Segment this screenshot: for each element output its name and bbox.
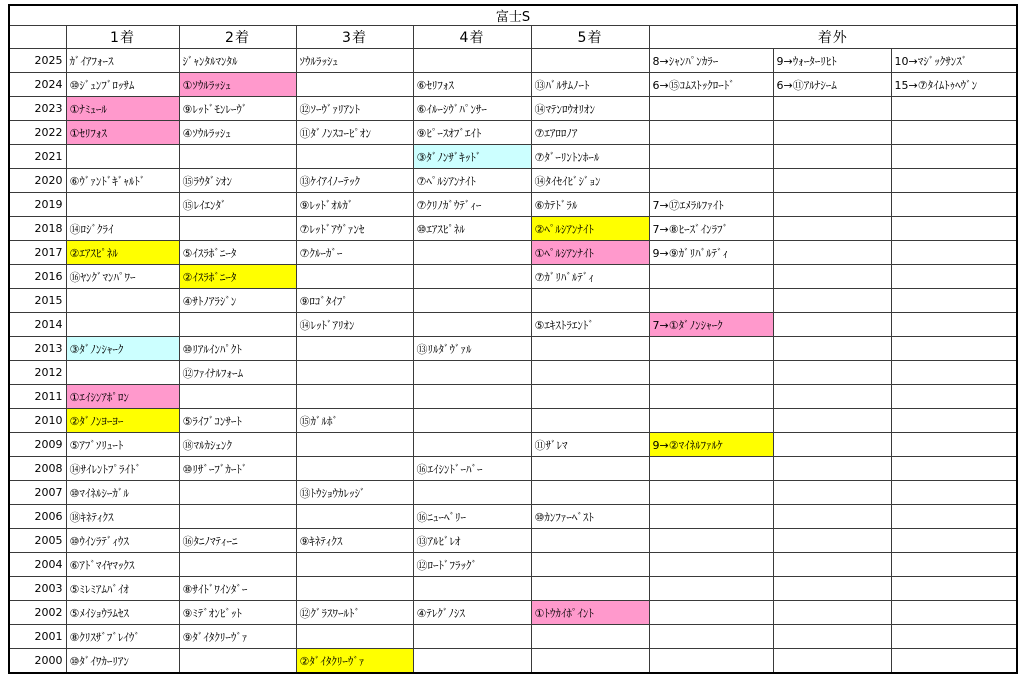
result-cell: [531, 481, 649, 505]
result-cell: [891, 577, 1017, 601]
result-cell: [891, 529, 1017, 553]
result-cell: ⑭ﾚｯﾄﾞｱﾘｵﾝ: [296, 313, 413, 337]
result-cell: [649, 169, 773, 193]
table-row: [9, 193, 1017, 217]
result-cell: [773, 433, 891, 457]
result-cell: [531, 577, 649, 601]
year-cell: 2016: [9, 265, 66, 289]
result-cell: ④ﾃﾚｸﾞﾉｼｽ: [413, 601, 531, 625]
result-cell: [773, 313, 891, 337]
result-cell: [773, 241, 891, 265]
result-cell: [413, 433, 531, 457]
result-cell: ⑭ﾏﾃﾝﾛｳｵﾘｵﾝ: [531, 97, 649, 121]
result-cell: ④ｿｳﾙﾗｯｼｭ: [179, 121, 296, 145]
result-cell: ⑤ﾒｲｼｮｳﾗﾑｾｽ: [66, 601, 179, 625]
table-row: [9, 217, 1017, 241]
year-cell: 2019: [9, 193, 66, 217]
result-cell: 15→⑦ﾀｲﾑﾄｩﾍｳﾞﾝ: [891, 73, 1017, 97]
result-cell: [413, 49, 531, 73]
result-cell: [649, 481, 773, 505]
table-row: [9, 313, 1017, 337]
year-cell: 2011: [9, 385, 66, 409]
result-cell: ⑭ﾀｲｾｲﾋﾞｼﾞｮﾝ: [531, 169, 649, 193]
result-cell: ⑨ﾋﾟｰｽｵﾌﾞｴｲﾄ: [413, 121, 531, 145]
result-cell: 7→⑧ﾋｰｽﾞｲﾝﾗﾌﾞ: [649, 217, 773, 241]
result-cell: [66, 145, 179, 169]
result-cell: [649, 457, 773, 481]
table-row: [9, 265, 1017, 289]
table-row: [9, 169, 1017, 193]
title-row: [9, 5, 1017, 26]
result-cell: ⑮ﾚｲｴﾝﾀﾞ: [179, 193, 296, 217]
result-cell: [413, 241, 531, 265]
result-cell: [413, 313, 531, 337]
result-cell: ③ﾀﾞﾉﾝｼｬｰｸ: [66, 337, 179, 361]
result-cell: [649, 361, 773, 385]
year-cell: 2013: [9, 337, 66, 361]
result-cell: [66, 193, 179, 217]
result-cell: [66, 361, 179, 385]
result-cell: [296, 265, 413, 289]
result-cell: 6→⑮ｺﾑｽﾄｯｸﾛｰﾄﾞ: [649, 73, 773, 97]
page-title: 富士S: [9, 5, 1017, 26]
result-cell: [413, 625, 531, 649]
result-cell: [296, 337, 413, 361]
result-cell: 7→①ﾀﾞﾉﾝｼｬｰｸ: [649, 313, 773, 337]
result-cell: ①ｴｲｼﾝｱﾎﾟﾛﾝ: [66, 385, 179, 409]
result-cell: [649, 409, 773, 433]
result-cell: 10→ﾏｼﾞｯｸｻﾝｽﾞ: [891, 49, 1017, 73]
result-cell: ⑦ｴｱﾛﾛﾉｱ: [531, 121, 649, 145]
result-cell: [413, 481, 531, 505]
result-cell: [66, 313, 179, 337]
result-cell: [66, 289, 179, 313]
year-cell: 2020: [9, 169, 66, 193]
result-cell: [649, 97, 773, 121]
result-cell: ⑬ｹｲｱｲﾉｰﾃｯｸ: [296, 169, 413, 193]
result-cell: [773, 193, 891, 217]
result-cell: [891, 601, 1017, 625]
result-cell: ⑦ｸﾘﾉｶﾞｳﾃﾞｨｰ: [413, 193, 531, 217]
result-cell: ⑦ｸﾙｰｶﾞｰ: [296, 241, 413, 265]
result-cell: [773, 625, 891, 649]
result-cell: [891, 385, 1017, 409]
result-cell: ⑯ﾀﾆﾉﾏﾃｨｰﾆ: [179, 529, 296, 553]
result-cell: ⑦ﾀﾞｰﾘﾝﾄﾝﾎｰﾙ: [531, 145, 649, 169]
result-cell: ｿｳﾙﾗｯｼｭ: [296, 49, 413, 73]
result-cell: [179, 505, 296, 529]
year-cell: 2025: [9, 49, 66, 73]
header-year: [9, 26, 66, 49]
result-cell: [531, 361, 649, 385]
result-cell: ⑪ﾀﾞﾉﾝｽｺｰﾋﾟｵﾝ: [296, 121, 413, 145]
result-cell: ⑩ｼﾞｭﾝﾌﾞﾛｯｻﾑ: [66, 73, 179, 97]
result-cell: ⑤ｲｽﾗﾎﾞﾆｰﾀ: [179, 241, 296, 265]
result-cell: ⑬ﾘﾙﾀﾞｳﾞｧﾙ: [413, 337, 531, 361]
result-cell: ⑦ﾚｯﾄﾞｱｳﾞｧﾝｾ: [296, 217, 413, 241]
result-cell: [296, 385, 413, 409]
table-row: [9, 73, 1017, 97]
result-cell: ⑨ｷﾈﾃｨｸｽ: [296, 529, 413, 553]
result-cell: [773, 97, 891, 121]
year-cell: 2024: [9, 73, 66, 97]
header-2nd: 2着: [179, 26, 296, 49]
result-cell: [773, 409, 891, 433]
result-cell: [531, 625, 649, 649]
result-cell: ｼﾞｬﾝﾀﾙﾏﾝﾀﾙ: [179, 49, 296, 73]
result-cell: [531, 49, 649, 73]
table-row: [9, 97, 1017, 121]
header-unplaced: 着外: [649, 26, 1017, 49]
result-cell: ①ﾅﾐｭｰﾙ: [66, 97, 179, 121]
result-cell: ⑬ｱﾙﾋﾞﾚｵ: [413, 529, 531, 553]
year-cell: 2023: [9, 97, 66, 121]
result-cell: [413, 577, 531, 601]
result-cell: ⑱ｷﾈﾃｨｸｽ: [66, 505, 179, 529]
result-cell: ⑩ﾘｻﾞｰﾌﾞｶｰﾄﾞ: [179, 457, 296, 481]
result-cell: ⑨ﾛｺﾞﾀｲﾌﾟ: [296, 289, 413, 313]
table-row: [9, 337, 1017, 361]
result-cell: [531, 649, 649, 674]
table-row: [9, 601, 1017, 625]
result-cell: [891, 217, 1017, 241]
result-cell: 7→⑰ｴﾒﾗﾙﾌｧｲﾄ: [649, 193, 773, 217]
year-cell: 2003: [9, 577, 66, 601]
result-cell: [649, 529, 773, 553]
result-cell: [649, 577, 773, 601]
result-cell: [773, 505, 891, 529]
table-row: [9, 625, 1017, 649]
result-cell: [773, 265, 891, 289]
result-cell: ⑬ﾊﾞﾙｻﾑﾉｰﾄ: [531, 73, 649, 97]
result-cell: [296, 553, 413, 577]
year-cell: 2006: [9, 505, 66, 529]
result-cell: [649, 553, 773, 577]
header-5th: 5着: [531, 26, 649, 49]
result-cell: ②ｴｱｽﾋﾟﾈﾙ: [66, 241, 179, 265]
result-cell: ②ｲｽﾗﾎﾞﾆｰﾀ: [179, 265, 296, 289]
result-cell: [179, 145, 296, 169]
table-row: [9, 385, 1017, 409]
result-cell: ⑪ｻﾞﾚﾏ: [531, 433, 649, 457]
result-cell: ③ﾀﾞﾉﾝｻﾞｷｯﾄﾞ: [413, 145, 531, 169]
result-cell: ⑫ｸﾞﾗｽﾜｰﾙﾄﾞ: [296, 601, 413, 625]
table-row: [9, 433, 1017, 457]
result-cell: [891, 409, 1017, 433]
result-cell: [891, 625, 1017, 649]
result-cell: ⑥ｾﾘﾌｫｽ: [413, 73, 531, 97]
header-row: [9, 26, 1017, 49]
result-cell: ⑩ﾀﾞｲﾜｶｰﾘｱﾝ: [66, 649, 179, 674]
table-row: [9, 121, 1017, 145]
result-cell: [413, 265, 531, 289]
table-row: [9, 241, 1017, 265]
result-cell: ｶﾞｲｱﾌｫｰｽ: [66, 49, 179, 73]
table-row: [9, 409, 1017, 433]
year-cell: 2007: [9, 481, 66, 505]
result-cell: [773, 481, 891, 505]
result-cell: [649, 145, 773, 169]
result-cell: [773, 121, 891, 145]
result-cell: [891, 481, 1017, 505]
year-cell: 2015: [9, 289, 66, 313]
header-3rd: 3着: [296, 26, 413, 49]
result-cell: 9→ｳｫｰﾀｰﾘﾋﾄ: [773, 49, 891, 73]
year-cell: 2010: [9, 409, 66, 433]
result-cell: [773, 601, 891, 625]
result-cell: [773, 217, 891, 241]
table-row: [9, 577, 1017, 601]
result-cell: ⑧ｸﾘｽｻﾞﾌﾞﾚｲｳﾞ: [66, 625, 179, 649]
result-cell: ⑤ﾗｲﾌﾞｺﾝｻｰﾄ: [179, 409, 296, 433]
header-4th: 4着: [413, 26, 531, 49]
result-cell: ⑫ﾛｰﾄﾞﾌﾗｯｸﾞ: [413, 553, 531, 577]
result-cell: [531, 457, 649, 481]
result-cell: [296, 433, 413, 457]
table-row: [9, 553, 1017, 577]
result-cell: ⑯ｴｲｼﾝﾄﾞｰﾊﾞｰ: [413, 457, 531, 481]
result-cell: [891, 97, 1017, 121]
result-cell: [649, 601, 773, 625]
result-cell: [891, 169, 1017, 193]
result-cell: [296, 361, 413, 385]
result-cell: [649, 505, 773, 529]
result-cell: [891, 505, 1017, 529]
result-cell: ⑨ﾚｯﾄﾞｵﾙｶﾞ: [296, 193, 413, 217]
result-cell: ⑩ﾘｱﾙｲﾝﾊﾟｸﾄ: [179, 337, 296, 361]
result-cell: ⑭ﾛｼﾞｸﾗｲ: [66, 217, 179, 241]
result-cell: ⑯ﾆｭｰﾍﾞﾘｰ: [413, 505, 531, 529]
result-cell: [891, 193, 1017, 217]
table-row: [9, 529, 1017, 553]
result-cell: [649, 121, 773, 145]
result-cell: ⑤ｴｷｽﾄﾗｴﾝﾄﾞ: [531, 313, 649, 337]
result-cell: [891, 289, 1017, 313]
year-cell: 2018: [9, 217, 66, 241]
result-cell: [773, 553, 891, 577]
result-cell: ①ﾍﾟﾙｼｱﾝﾅｲﾄ: [531, 241, 649, 265]
result-cell: ⑯ﾔﾝｸﾞﾏﾝﾊﾟﾜｰ: [66, 265, 179, 289]
result-cell: [773, 457, 891, 481]
result-cell: ⑨ﾚｯﾄﾞﾓﾝﾚｰｳﾞ: [179, 97, 296, 121]
result-cell: ①ﾄｳｶｲﾎﾟｲﾝﾄ: [531, 601, 649, 625]
year-cell: 2005: [9, 529, 66, 553]
result-cell: ⑥ｱﾄﾞﾏｲﾔﾏｯｸｽ: [66, 553, 179, 577]
result-cell: [179, 385, 296, 409]
result-cell: [891, 145, 1017, 169]
result-cell: ①ｿｳﾙﾗｯｼｭ: [179, 73, 296, 97]
result-cell: [413, 361, 531, 385]
year-cell: 2012: [9, 361, 66, 385]
result-cell: ⑱ﾏﾙｶｼｪﾝｸ: [179, 433, 296, 457]
table-row: [9, 649, 1017, 674]
result-cell: [413, 289, 531, 313]
result-cell: ⑮ｶﾞﾙﾎﾞ: [296, 409, 413, 433]
result-cell: ⑬ﾄｳｼｮｳｶﾚｯｼﾞ: [296, 481, 413, 505]
result-cell: [773, 529, 891, 553]
result-cell: [891, 361, 1017, 385]
result-cell: ⑦ﾍﾟﾙｼｱﾝﾅｲﾄ: [413, 169, 531, 193]
result-cell: [773, 169, 891, 193]
results-tbody: [9, 5, 1017, 673]
result-cell: ⑥ｳﾞｧﾝﾄﾞｷﾞｬﾙﾄﾞ: [66, 169, 179, 193]
table-row: [9, 481, 1017, 505]
result-cell: [891, 265, 1017, 289]
result-cell: [413, 409, 531, 433]
result-cell: [773, 385, 891, 409]
result-cell: ⑩ﾏｲﾈﾙｼｰｶﾞﾙ: [66, 481, 179, 505]
result-cell: [649, 265, 773, 289]
table-row: [9, 505, 1017, 529]
result-cell: [773, 649, 891, 674]
result-cell: ⑮ﾗｳﾀﾞｼｵﾝ: [179, 169, 296, 193]
year-cell: 2000: [9, 649, 66, 674]
year-cell: 2001: [9, 625, 66, 649]
result-cell: [649, 385, 773, 409]
result-cell: [531, 553, 649, 577]
result-cell: ⑦ｶﾞﾘﾊﾞﾙﾃﾞｨ: [531, 265, 649, 289]
table-row: [9, 145, 1017, 169]
result-cell: [891, 553, 1017, 577]
result-cell: [296, 457, 413, 481]
year-cell: 2004: [9, 553, 66, 577]
result-cell: ⑭ｻｲﾚﾝﾄﾌﾟﾗｲﾄﾞ: [66, 457, 179, 481]
results-table: [8, 4, 1018, 674]
result-cell: 6→⑪ｱﾙﾅｼｰﾑ: [773, 73, 891, 97]
year-cell: 2017: [9, 241, 66, 265]
result-cell: [179, 313, 296, 337]
result-cell: [413, 385, 531, 409]
result-cell: ⑩ｶﾝﾌｧｰﾍﾞｽﾄ: [531, 505, 649, 529]
result-cell: ⑫ﾌｧｲﾅﾙﾌｫｰﾑ: [179, 361, 296, 385]
year-cell: 2022: [9, 121, 66, 145]
result-cell: [891, 313, 1017, 337]
year-cell: 2014: [9, 313, 66, 337]
result-cell: 9→⑨ｶﾞﾘﾊﾞﾙﾃﾞｨ: [649, 241, 773, 265]
result-cell: [296, 505, 413, 529]
result-cell: ②ﾀﾞﾉﾝﾖｰﾖｰ: [66, 409, 179, 433]
year-cell: 2021: [9, 145, 66, 169]
result-cell: ②ﾀﾞｲﾀｸﾘｰｳﾞｧ: [296, 649, 413, 674]
result-cell: [649, 625, 773, 649]
year-cell: 2009: [9, 433, 66, 457]
result-cell: 9→②ﾏｲﾈﾙﾌｧﾙｹ: [649, 433, 773, 457]
result-cell: [649, 289, 773, 313]
result-cell: [531, 529, 649, 553]
result-cell: ⑨ﾐﾃﾞｵﾝﾋﾞｯﾄ: [179, 601, 296, 625]
result-cell: ⑩ｴｱｽﾋﾟﾈﾙ: [413, 217, 531, 241]
result-cell: ⑥ｶﾃﾄﾞﾗﾙ: [531, 193, 649, 217]
result-cell: [891, 433, 1017, 457]
result-cell: [296, 625, 413, 649]
table-row: [9, 49, 1017, 73]
result-cell: ⑥ｲﾙｰｼｳﾞﾊﾟﾝｻｰ: [413, 97, 531, 121]
result-cell: [179, 553, 296, 577]
result-cell: [773, 145, 891, 169]
result-cell: [531, 337, 649, 361]
result-cell: ⑫ｿｰｳﾞｧﾘｱﾝﾄ: [296, 97, 413, 121]
result-cell: ⑤ｱﾌﾞｿﾘｭｰﾄ: [66, 433, 179, 457]
result-cell: [296, 577, 413, 601]
result-cell: [891, 457, 1017, 481]
result-cell: [179, 217, 296, 241]
result-cell: [531, 289, 649, 313]
result-cell: [891, 121, 1017, 145]
result-cell: ⑨ﾀﾞｲﾀｸﾘｰｳﾞｧ: [179, 625, 296, 649]
result-cell: 8→ｼｬﾝﾊﾟﾝｶﾗｰ: [649, 49, 773, 73]
result-cell: ②ﾍﾟﾙｼｱﾝﾅｲﾄ: [531, 217, 649, 241]
table-row: [9, 289, 1017, 313]
result-cell: [413, 649, 531, 674]
result-cell: [649, 337, 773, 361]
result-cell: [891, 649, 1017, 674]
result-cell: [773, 361, 891, 385]
result-cell: [179, 649, 296, 674]
result-cell: ④ｻﾄﾉｱﾗｼﾞﾝ: [179, 289, 296, 313]
result-cell: ⑧ｻｲﾄﾞﾜｲﾝﾀﾞｰ: [179, 577, 296, 601]
result-cell: ⑩ｳｲﾝﾗﾃﾞｨｳｽ: [66, 529, 179, 553]
table-row: [9, 361, 1017, 385]
table-row: [9, 457, 1017, 481]
result-cell: ①ｾﾘﾌｫｽ: [66, 121, 179, 145]
result-cell: [773, 337, 891, 361]
result-cell: [773, 289, 891, 313]
result-cell: [296, 145, 413, 169]
result-cell: ⑤ﾐﾚﾐｱﾑﾊﾞｲｵ: [66, 577, 179, 601]
year-cell: 2008: [9, 457, 66, 481]
result-cell: [296, 73, 413, 97]
year-cell: 2002: [9, 601, 66, 625]
result-cell: [773, 577, 891, 601]
result-cell: [649, 649, 773, 674]
result-cell: [179, 481, 296, 505]
result-cell: [891, 337, 1017, 361]
result-cell: [891, 241, 1017, 265]
result-cell: [531, 385, 649, 409]
result-cell: [531, 409, 649, 433]
header-1st: 1着: [66, 26, 179, 49]
